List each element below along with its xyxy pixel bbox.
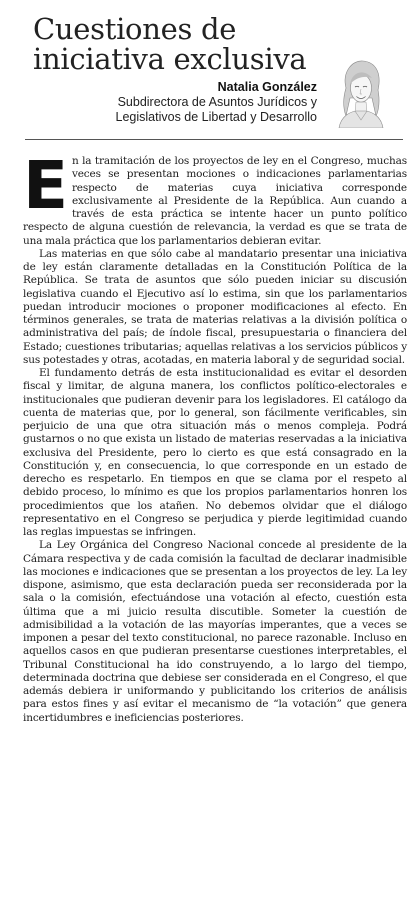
author-role-line-1: Subdirectora de Asuntos Jurídicos y [117,95,317,109]
article-title: Cuestiones de iniciativa exclusiva [33,12,307,76]
paragraph-2: Las materias en que sólo cabe al mandatario presentar una iniciativa de ley están claramente detalladas en la Constitución Política de la República. Se trata de asuntos que sólo pueden iniciar su discusión legislativa cuando el Ejecutivo así lo estima, sin que los parlamentarios puedan introducir mociones o proponer modificaciones al efecto. En términos generales, se trata de materias relativas a la división política o administrativa del país; de índole fiscal, presupuestaria o financiera del Estado; cuestiones tributarias; aquellas relativas a los servicios públicos y sus potestades y otras, acotadas, en materia laboral y de seguridad social. [23,247,407,366]
header-divider [25,139,403,140]
paragraph-3: El fundamento detrás de esta institucionalidad es evitar el desorden fiscal y limitar, de alguna manera, los conflictos político-electorales e institucionales que pudieran devenir para los legisladores. El catálogo da cuenta de materias que, por lo general, son fácilmente verificables, sin perjuicio de una que otra situación más o menos compleja. Podrá gustarnos o no que exista un listado de materias reservadas a la iniciativa exclusiva del Presidente, pero lo cierto es que está consagrado en la Constitución y, en consecuencia, lo que corresponde en un estado de derecho es respetarlo. En tiempos en que se clama por el respeto al debido proceso, lo mínimo es que los propios parlamentarios honren los procedimientos que los atañen. No debemos olvidar que el diálogo representativo en el Congreso se perjudica y pierde legitimidad cuando las reglas impuestas se infringen. [23,367,407,538]
drop-cap: E [23,147,68,224]
author-role-line-2: Legislativos de Libertad y Desarrollo [115,110,317,124]
byline [116,80,318,125]
article-body [23,147,407,725]
paragraph-4: La Ley Orgánica del Congreso Nacional concede al presidente de la Cámara respectiva y de cada comisión la facultad de declarar inadmisible las mociones e indicaciones que se presentan a los proyectos de ley. La ley dispone, asimismo, que esta declaración pueda ser reconsiderada por la sala o la comisión, efectuándose una votación al efecto, cuestión esta última que a mi juicio resulta discutible. Someter la cuestión de admisibilidad a la votación de las mayorías imperantes, que a veces se imponen a pesar del texto constitucional, no parece razonable. Incluso en aquellos casos en que pudieran presentarse cuestiones interpretables, el Tribunal Constitucional ha ido construyendo, a lo largo del tiempo, determinada doctrina que debiese ser considerada en el Congreso, el que además debiera ir uniformando y publicitando los criterios de análisis para estos fines y así evitar el mecanismo de “la votación” que genera incertidumbres e ineficiencias posteriores. [23,539,407,724]
author-name: Natalia González [217,80,317,94]
paragraph-1-text: n la tramitación de los proyectos de ley en el Congreso, muchas veces se presentan mociones o indicaciones parlamentarias respecto de materias cuya iniciativa corresponde exclusivamente al Presidente de la República. Aun cuando a través de esta práctica se intente hacer un punto político respecto de alguna cuestión de relevancia, la verdad es que se trata de una mala práctica que los parlamentarios debieran evitar. [23,155,407,247]
paragraph-1 [23,147,407,248]
author-portrait [336,58,386,128]
